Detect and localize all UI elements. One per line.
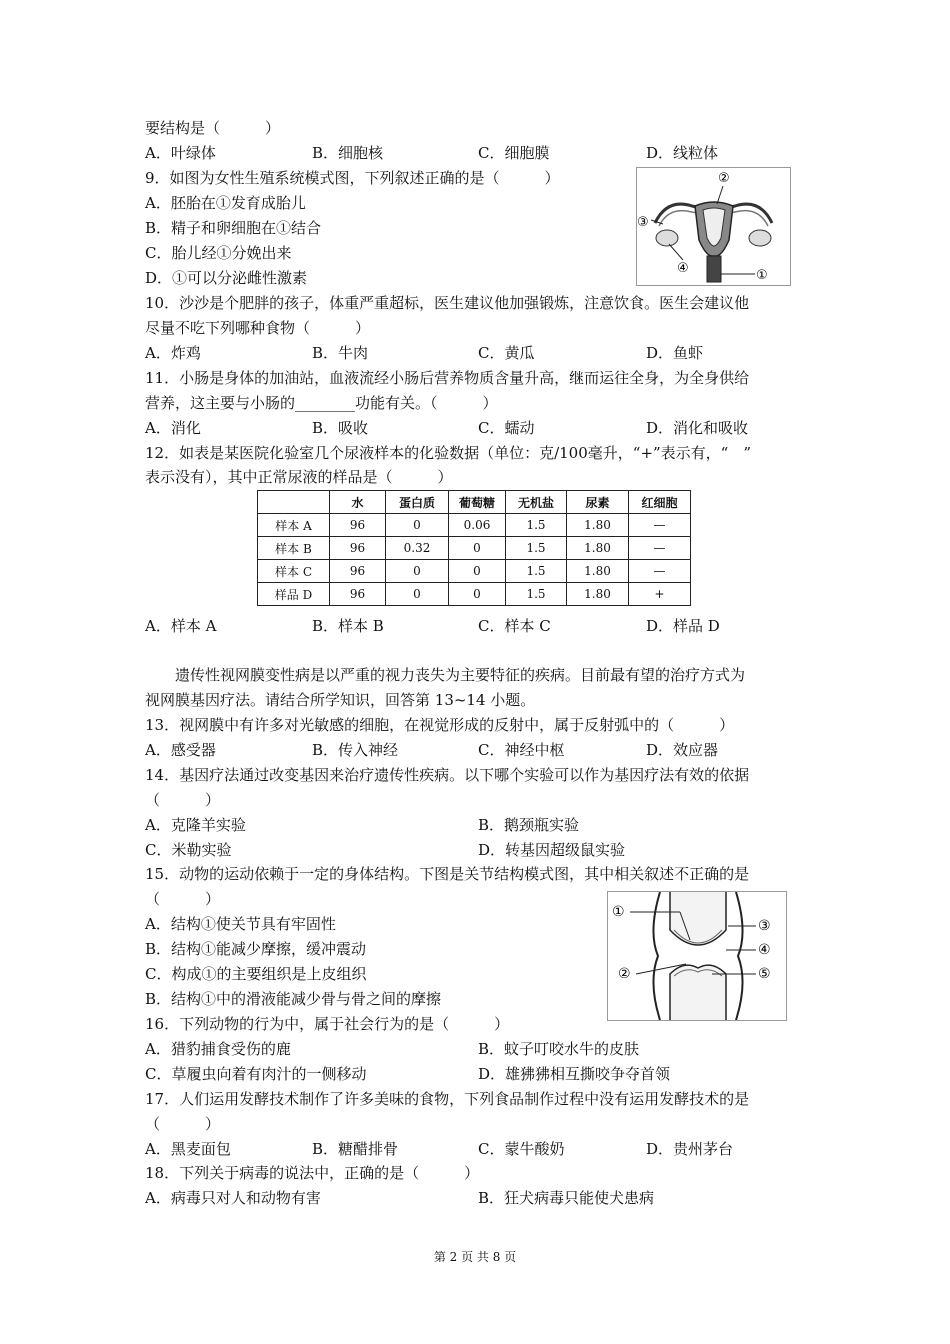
table-header-cell: 葡萄糖 <box>449 491 506 514</box>
table-header-cell <box>258 491 330 514</box>
q9-option-c[interactable]: C．胎儿经①分娩出来 <box>145 244 292 262</box>
table-cell: — <box>629 514 691 537</box>
fig9-label-1: ① <box>756 268 768 283</box>
table-cell: 1.80 <box>567 514 629 537</box>
q9-option-a[interactable]: A．胚胎在①发育成胎儿 <box>145 194 306 212</box>
table-cell: 96 <box>330 537 386 560</box>
joint-diagram <box>608 892 786 1020</box>
urine-sample-table <box>257 490 691 606</box>
table-header-cell: 红细胞 <box>629 491 691 514</box>
q8-option-a[interactable]: A．叶绿体 <box>145 144 216 162</box>
q14-option-d[interactable]: D．转基因超级鼠实验 <box>478 841 626 859</box>
q10-stem-line2: 尽量不吃下列哪种食物（ ） <box>145 319 371 337</box>
table-header-row <box>258 491 691 514</box>
table-header-cell: 蛋白质 <box>386 491 449 514</box>
passage-line1: 遗传性视网膜变性病是以严重的视力丧失为主要特征的疾病。目前最有望的治疗方式为 <box>175 666 746 684</box>
table-cell: 0 <box>386 560 449 583</box>
q15-option-c[interactable]: C．构成①的主要组织是上皮组织 <box>145 965 367 983</box>
fig9-label-4: ④ <box>677 261 689 276</box>
table-cell: 1.5 <box>506 583 567 606</box>
q8-option-c[interactable]: C．细胞膜 <box>478 144 550 162</box>
table-cell: 0.32 <box>386 537 449 560</box>
q17-option-b[interactable]: B．糖醋排骨 <box>312 1140 399 1158</box>
q11-stem-line1: 11．小肠是身体的加油站，血液流经小肠后营养物质含量升高，继而运往全身，为全身供给 <box>145 369 750 387</box>
table-cell: 96 <box>330 583 386 606</box>
q12-stem-line1: 12．如表是某医院化验室几个尿液样本的化验数据（单位：克/100毫升，“+”表示有，“ ” <box>145 444 752 462</box>
q17-stem-line1: 17．人们运用发酵技术制作了许多美味的食物，下列食品制作过程中没有运用发酵技术的是 <box>145 1090 750 1108</box>
q12-stem-line2: 表示没有），其中正常尿液的样品是（ ） <box>145 468 453 486</box>
q10-option-a[interactable]: A．炸鸡 <box>145 344 201 362</box>
q16-option-a[interactable]: A．猎豹捕食受伤的鹿 <box>145 1040 291 1058</box>
table-cell: 1.80 <box>567 583 629 606</box>
q11-option-c[interactable]: C．蠕动 <box>478 419 535 437</box>
q13-option-b[interactable]: B．传入神经 <box>312 741 399 759</box>
fig15-label-4: ④ <box>758 942 771 958</box>
q8-tail: 要结构是（ ） <box>145 119 281 137</box>
q13-option-c[interactable]: C．神经中枢 <box>478 741 565 759</box>
table-cell: 0.06 <box>449 514 506 537</box>
page-footer: 第 2 页 共 8 页 <box>433 1250 517 1264</box>
table-row <box>258 583 691 606</box>
table-cell: 0 <box>449 583 506 606</box>
table-cell: 1.5 <box>506 560 567 583</box>
q12-option-a[interactable]: A．样本 A <box>145 617 217 635</box>
q17-option-a[interactable]: A．黑麦面包 <box>145 1140 231 1158</box>
fig15-label-1: ① <box>612 904 625 920</box>
q11-option-a[interactable]: A．消化 <box>145 419 201 437</box>
q13-option-d[interactable]: D．效应器 <box>646 741 719 759</box>
q11-option-b[interactable]: B．吸收 <box>312 419 369 437</box>
table-header-cell: 无机盐 <box>506 491 567 514</box>
table-cell: 0 <box>386 514 449 537</box>
q18-option-b[interactable]: B．狂犬病毒只能使犬患病 <box>478 1189 655 1207</box>
table-header-cell: 尿素 <box>567 491 629 514</box>
fig9-label-2: ② <box>718 171 730 186</box>
table-cell: 1.80 <box>567 560 629 583</box>
table-cell: 0 <box>449 560 506 583</box>
q16-option-c[interactable]: C．草履虫向着有肉汁的一侧移动 <box>145 1065 367 1083</box>
q10-stem-line1: 10．沙沙是个肥胖的孩子，体重严重超标，医生建议他加强锻炼，注意饮食。医生会建议他 <box>145 294 750 312</box>
q17-option-c[interactable]: C．蒙牛酸奶 <box>478 1140 565 1158</box>
q10-option-c[interactable]: C．黄瓜 <box>478 344 535 362</box>
fig15-label-2: ② <box>618 966 631 982</box>
table-cell: 1.5 <box>506 537 567 560</box>
table-cell: 96 <box>330 560 386 583</box>
table-cell: 样本 C <box>258 560 330 583</box>
q14-option-b[interactable]: B．鹅颈瓶实验 <box>478 816 580 834</box>
q18-stem: 18．下列关于病毒的说法中，正确的是（ ） <box>145 1164 480 1182</box>
passage-line2: 视网膜基因疗法。请结合所学知识，回答第 13~14 小题。 <box>145 691 536 709</box>
q8-option-b[interactable]: B．细胞核 <box>312 144 384 162</box>
table-cell: — <box>629 560 691 583</box>
q17-stem-line2: （ ） <box>145 1115 221 1133</box>
q10-option-b[interactable]: B．牛肉 <box>312 344 369 362</box>
q18-option-a[interactable]: A．病毒只对人和动物有害 <box>145 1189 321 1207</box>
q12-option-c[interactable]: C．样本 C <box>478 617 551 635</box>
q10-option-d[interactable]: D．鱼虾 <box>646 344 704 362</box>
q12-option-d[interactable]: D．样品 D <box>646 617 720 635</box>
q9-option-b[interactable]: B．精子和卵细胞在①结合 <box>145 219 322 237</box>
table-cell: + <box>629 583 691 606</box>
table-cell: 样本 B <box>258 537 330 560</box>
table-cell: — <box>629 537 691 560</box>
q15-option-a[interactable]: A．结构①使关节具有牢固性 <box>145 915 336 933</box>
table-row <box>258 514 691 537</box>
q15-stem-line1: 15．动物的运动依赖于一定的身体结构。下图是关节结构模式图，其中相关叙述不正确的是 <box>145 865 750 883</box>
q14-option-c[interactable]: C．米勒实验 <box>145 841 232 859</box>
q16-option-b[interactable]: B．蚊子叮咬水牛的皮肤 <box>478 1040 640 1058</box>
q13-option-a[interactable]: A．感受器 <box>145 741 216 759</box>
q15-option-b[interactable]: B．结构①能减少摩擦，缓冲震动 <box>145 940 367 958</box>
table-cell: 0 <box>386 583 449 606</box>
q8-option-d[interactable]: D．线粒体 <box>646 144 719 162</box>
fig15-label-5: ⑤ <box>758 966 771 982</box>
table-cell: 样本 A <box>258 514 330 537</box>
q14-stem-line1: 14．基因疗法通过改变基因来治疗遗传性疾病。以下哪个实验可以作为基因疗法有效的依据 <box>145 766 750 784</box>
joint-structure-figure <box>607 891 787 1021</box>
q14-stem-line2: （ ） <box>145 791 221 809</box>
q15-stem-line2: （ ） <box>145 890 221 908</box>
fig15-label-3: ③ <box>758 918 771 934</box>
q13-stem: 13．视网膜中有许多对光敏感的细胞，在视觉形成的反射中，属于反射弧中的（ ） <box>145 716 735 734</box>
q11-stem-line2: 营养，这主要与小肠的________功能有关。（ ） <box>145 394 498 412</box>
uterus-diagram <box>637 168 790 285</box>
table-row <box>258 560 691 583</box>
table-cell: 样品 D <box>258 583 330 606</box>
q9-stem: 9．如图为女性生殖系统模式图，下列叙述正确的是（ ） <box>145 169 560 187</box>
q11-option-d[interactable]: D．消化和吸收 <box>646 419 749 437</box>
table-cell: 1.80 <box>567 537 629 560</box>
female-reproductive-figure <box>636 167 791 286</box>
q16-option-d[interactable]: D．雄狒狒相互撕咬争夺首领 <box>478 1065 671 1083</box>
table-cell: 1.5 <box>506 514 567 537</box>
table-cell: 96 <box>330 514 386 537</box>
q17-option-d[interactable]: D．贵州茅台 <box>646 1140 734 1158</box>
table-cell: 0 <box>449 537 506 560</box>
table-row <box>258 537 691 560</box>
q16-stem: 16．下列动物的行为中，属于社会行为的是（ ） <box>145 1015 510 1033</box>
q14-option-a[interactable]: A．克隆羊实验 <box>145 816 246 834</box>
q9-option-d[interactable]: D．①可以分泌雌性激素 <box>145 269 308 287</box>
q12-option-b[interactable]: B．样本 B <box>312 617 384 635</box>
table-header-cell: 水 <box>330 491 386 514</box>
q15-option-d[interactable]: B．结构①中的滑液能减少骨与骨之间的摩擦 <box>145 990 442 1008</box>
fig9-label-3: ③ <box>637 215 649 230</box>
